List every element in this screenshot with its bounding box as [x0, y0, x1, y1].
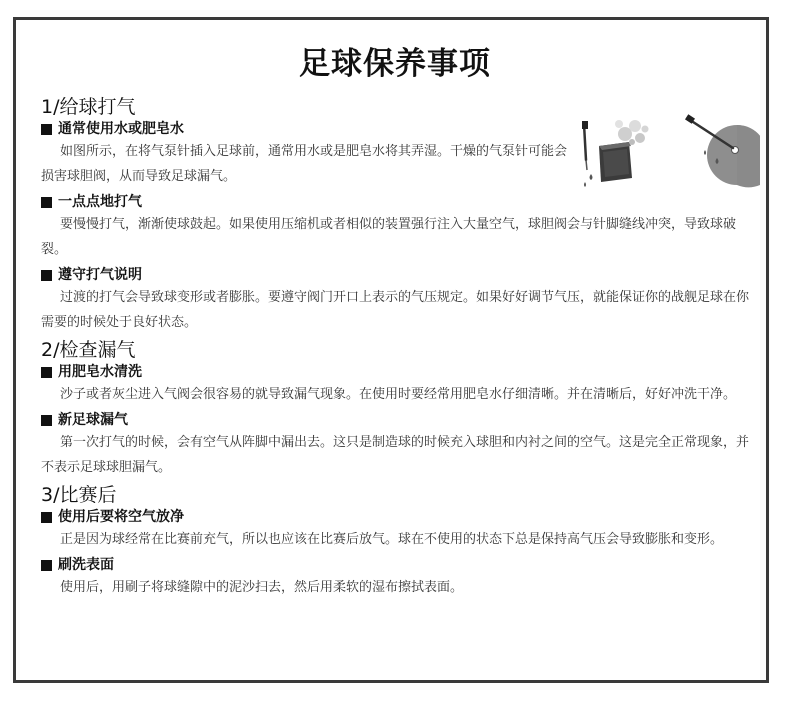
paragraph: 沙子或者灰尘进入气阀会很容易的就导致漏气现象。在使用时要经常用肥皂水仔细清晰。并在清晰后，好好冲洗干净。	[60, 387, 737, 402]
sub-heading-label: 刷洗表面	[58, 557, 114, 573]
bullet-square-icon	[41, 512, 52, 523]
sub-heading-label: 遵守打气说明	[58, 267, 142, 283]
sub-heading	[41, 192, 751, 212]
paragraph: 过渡的打气会导致球变形或者膨胀。要遵守阀门开口上表示的气压规定。如果好好调节气压，就能保证你的战舰足球在你需要的时候处于良好状态。	[41, 290, 750, 330]
bullet-square-icon	[41, 270, 52, 281]
sub-heading-label: 用肥皂水清洗	[58, 364, 142, 380]
section-heading: 3/比赛后	[41, 484, 117, 506]
sub-heading	[41, 410, 751, 430]
sub-heading	[41, 119, 751, 139]
bullet-square-icon	[41, 415, 52, 426]
section-heading: 1/给球打气	[41, 96, 136, 118]
paragraph: 第一次打气的时候，会有空气从阵脚中漏出去。这只是制造球的时候充入球胆和内衬之间的空气。这是完全正常现象，并不表示足球球胆漏气。	[41, 435, 750, 475]
content	[41, 95, 751, 603]
bullet-square-icon	[41, 197, 52, 208]
paragraph: 正是因为球经常在比赛前充气，所以也应该在比赛后放气。球在不使用的状态下总是保持高气压会导致膨胀和变形。	[60, 532, 724, 547]
sub-heading	[41, 507, 751, 527]
sub-heading-label: 一点点地打气	[58, 194, 142, 210]
section-inflate	[41, 95, 751, 335]
bullet-square-icon	[41, 560, 52, 571]
sub-heading-label: 通常使用水或肥皂水	[58, 121, 184, 137]
bullet-square-icon	[41, 367, 52, 378]
paragraph: 使用后，用刷子将球缝隙中的泥沙扫去，然后用柔软的湿布擦拭表面。	[60, 580, 464, 595]
page-title: 足球保养事项	[299, 46, 491, 82]
paragraph: 要慢慢打气，渐渐使球鼓起。如果使用压缩机或者相似的装置强行注入大量空气，球胆阀会与针脚缝线冲突，导致球破裂。	[41, 217, 737, 257]
sub-heading-label: 使用后要将空气放净	[58, 509, 184, 525]
sub-heading	[41, 265, 751, 285]
section-heading: 2/检查漏气	[41, 339, 136, 361]
bullet-square-icon	[41, 124, 52, 135]
sub-heading	[41, 362, 751, 382]
section-leak-check	[41, 338, 751, 480]
section-after-match	[41, 483, 751, 600]
sub-heading	[41, 555, 751, 575]
sub-heading-label: 新足球漏气	[58, 412, 128, 428]
paragraph: 如图所示，在将气泵针插入足球前，通常用水或是肥皂水将其弄湿。干燥的气泵针可能会损害球胆阀，从而导致足球漏气。	[41, 144, 568, 184]
